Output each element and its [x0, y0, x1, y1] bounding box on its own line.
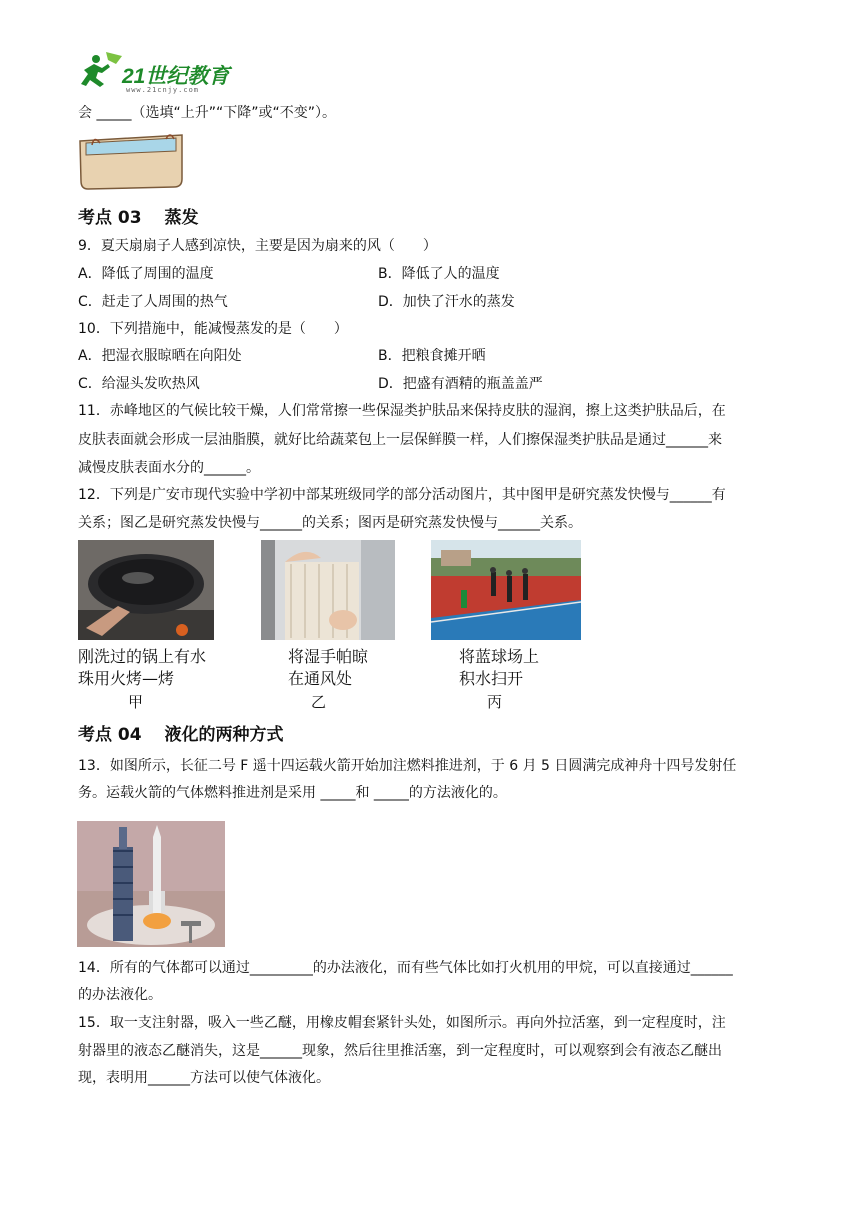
q15-line-2: 射器里的液态乙醚消失，这是______现象，然后往里推活塞，到一定程度时，可以观察到会有液态乙醚出	[78, 1043, 722, 1059]
q11-line-2: 皮肤表面就会形成一层油脂膜，就好比给蔬菜包上一层保鲜膜一样，人们擦保湿类护肤品是通过______来	[78, 432, 722, 448]
q10-option-b: B．把粮食摊开晒	[378, 348, 486, 364]
q10-option-a: A．把湿衣服晾晒在向阳处	[78, 348, 242, 364]
caption-bing-line-2: 积水扫开	[459, 669, 524, 688]
q11-line-1: 11．赤峰地区的气候比较干燥，人们常常擦一些保湿类护肤品来保持皮肤的湿润，擦上这类护肤品后，在	[78, 403, 726, 419]
basket-image	[78, 129, 186, 191]
photo-handkerchief	[261, 540, 395, 640]
caption-jia-line-1: 刚洗过的锅上有水	[78, 647, 207, 666]
q14-line-2: 的办法液化。	[78, 987, 162, 1003]
q9-stem: 9．夏天扇扇子人感到凉快，主要是因为扇来的风（ ）	[78, 238, 437, 254]
q10-stem: 10．下列措施中，能减慢蒸发的是（ ）	[78, 321, 348, 337]
q9-option-c: C．赶走了人周围的热气	[78, 294, 228, 310]
q11-line-3: 减慢皮肤表面水分的______。	[78, 460, 260, 476]
q9-option-a: A．降低了周围的温度	[78, 266, 214, 282]
q13-line-1: 13．如图所示，长征二号 F 遥十四运载火箭开始加注燃料推进剂，于 6 月 5 日圆满完成神舟十四号发射任	[78, 758, 737, 774]
q13-line-2: 务。运载火箭的气体燃料推进剂是采用 _____和 _____的方法液化的。	[78, 785, 507, 801]
section-heading-03: 考点 03 蒸发	[78, 208, 199, 228]
logo-runner-icon	[78, 50, 124, 92]
q9-option-d: D．加快了汗水的蒸发	[378, 294, 515, 310]
caption-jia-line-2: 珠用火烤—烤	[78, 669, 175, 688]
q12-line-1: 12．下列是广安市现代实验中学初中部某班级同学的部分活动图片，其中图甲是研究蒸发快慢与______有	[78, 487, 726, 503]
q9-option-b: B．降低了人的温度	[378, 266, 500, 282]
logo-url: www.21cnjy.com	[126, 86, 200, 94]
caption-yi-line-1: 将湿手帕晾	[288, 647, 369, 666]
q8-tail: 会 _____（选填“上升”“下降”或“不变”）。	[78, 105, 336, 121]
logo-text: 21世纪教育	[122, 65, 230, 88]
label-bing: 丙	[487, 693, 503, 711]
q14-line-1: 14．所有的气体都可以通过_________的办法液化，而有些气体比如打火机用的甲烷，可以直接通过______	[78, 960, 733, 976]
q12-line-2: 关系；图乙是研究蒸发快慢与______的关系；图丙是研究蒸发快慢与______关系。	[78, 515, 582, 531]
q15-line-1: 15．取一支注射器，吸入一些乙醚，用橡皮帽套紧针头处，如图所示。再向外拉活塞，到一定程度时，注	[78, 1015, 726, 1031]
q10-option-c: C．给湿头发吹热风	[78, 376, 200, 392]
logo	[78, 50, 248, 96]
photo-rocket-launch	[77, 821, 225, 947]
caption-yi-line-2: 在通风处	[288, 669, 353, 688]
q10-option-d: D．把盛有酒精的瓶盖盖严	[378, 376, 543, 392]
section-heading-04: 考点 04 液化的两种方式	[78, 725, 284, 745]
label-jia: 甲	[128, 693, 144, 711]
label-yi: 乙	[311, 693, 327, 711]
photo-wok	[78, 540, 214, 640]
photo-basketball-court	[431, 540, 581, 640]
q15-line-3: 现，表明用______方法可以使气体液化。	[78, 1070, 330, 1086]
caption-bing-line-1: 将蓝球场上	[459, 647, 540, 666]
